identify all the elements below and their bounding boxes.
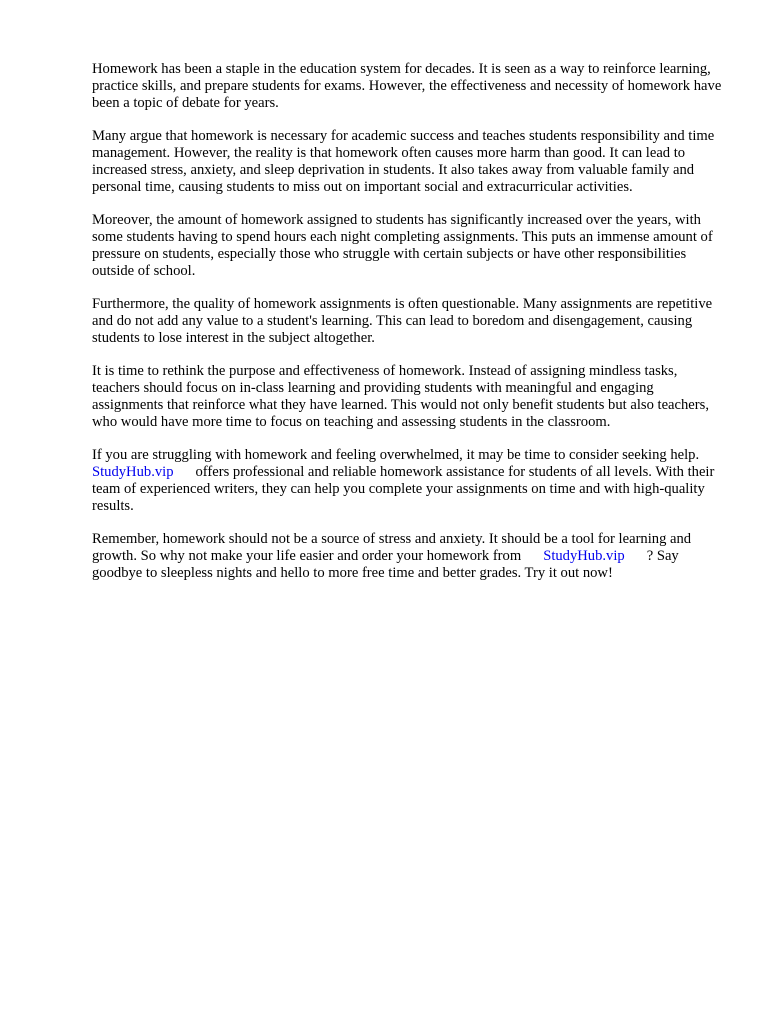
paragraph-6 bbox=[92, 447, 724, 515]
paragraph-7-before: Remember, homework should not be a source of stress and anxiety. It should be a tool for learning and growth. So why not make your life easier and order your homework from bbox=[92, 531, 692, 565]
paragraph-5: It is time to rethink the purpose and effectiveness of homework. Instead of assigning mindless tasks, teachers should focus on in-class learning and providing students with meaningful and engaging assignments that reinforce what they have learned. This would not only benefit students but also teachers, who would have more time to focus on teaching and assessing students in the classroom. bbox=[92, 363, 709, 430]
paragraph-6-before: If you are struggling with homework and feeling overwhelmed, it may be time to consider seeking help. bbox=[92, 447, 700, 464]
studyhub-link[interactable]: StudyHub.vip bbox=[92, 464, 174, 481]
paragraph-6-after: offers professional and reliable homework assistance for students of all levels. With their team of experienced writers, they can help you complete your assignments on time and with high-quality results. bbox=[92, 464, 715, 514]
paragraph-7-after: ? Say goodbye to sleepless nights and hello to more free time and better grades. Try it out now! bbox=[92, 548, 679, 582]
document-body bbox=[92, 61, 724, 598]
paragraph-7 bbox=[92, 531, 724, 582]
paragraph-2: Many argue that homework is necessary for academic success and teaches students responsibility and time management. However, the reality is that homework often causes more harm than good. It can lead to increased stress, anxiety, and sleep deprivation in students. It also takes away from valuable family and personal time, causing students to miss out on important social and extracurricular activities. bbox=[92, 128, 715, 195]
paragraph-3: Moreover, the amount of homework assigned to students has significantly increased over the years, with some students having to spend hours each night completing assignments. This puts an immense amount of pressure on students, especially those who struggle with certain subjects or have other responsibilities outside of school. bbox=[92, 212, 713, 279]
paragraph-4: Furthermore, the quality of homework assignments is often questionable. Many assignments are repetitive and do not add any value to a student's learning. This can lead to boredom and disengagement, causing students to lose interest in the subject altogether. bbox=[92, 296, 713, 346]
studyhub-link-2[interactable]: StudyHub.vip bbox=[543, 548, 625, 565]
paragraph-1: Homework has been a staple in the education system for decades. It is seen as a way to reinforce learning, practice skills, and prepare students for exams. However, the effectiveness and necessity of homework have been a topic of debate for years. bbox=[92, 61, 722, 111]
